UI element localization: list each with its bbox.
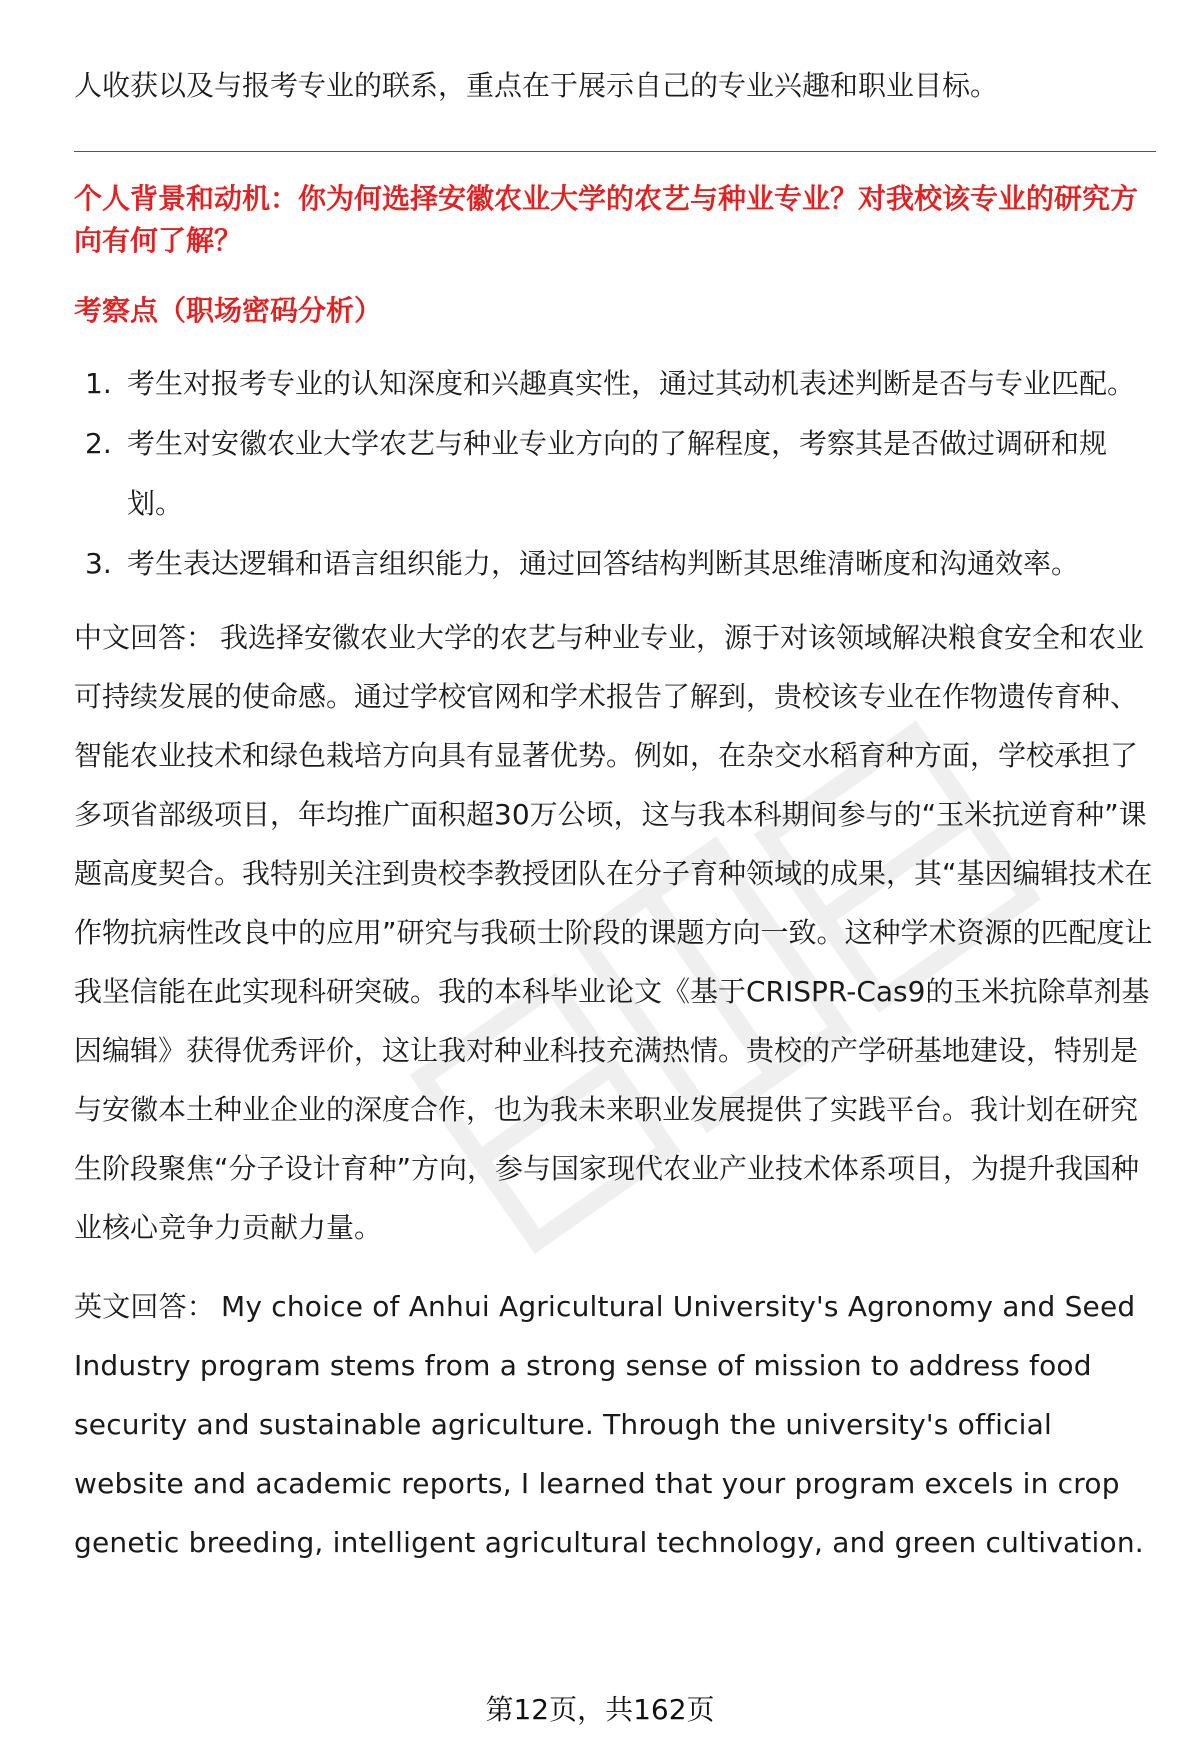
assessment-points-list <box>74 354 1156 594</box>
section-divider <box>74 151 1156 152</box>
english-answer-label: 英文回答： <box>74 1290 216 1323</box>
chinese-answer-text: 我选择安徽农业大学的农艺与种业专业，源于对该领域解决粮食安全和农业可持续发展的使命感。通过学校官网和学术报告了解到，贵校该专业在作物遗传育种、智能农业技术和绿色栽培方向具有显著优势。例如，在杂交水稻育种方面，学校承担了多项省部级项目，年均推广面积超30万公顷，这与我本科期间参与的“玉米抗逆育种”课题高度契合。我特别关注到贵校李教授团队在分子育种领域的成果，其“基因编辑技术在作物抗病性改良中的应用”研究与我硕士阶段的课题方向一致。这种学术资源的匹配度让我坚信能在此实现科研突破。我的本科毕业论文《基于CRISPR-Cas9的玉米抗除草剂基因编辑》获得优秀评价，这让我对种业科技充满热情。贵校的产学研基地建设，特别是与安徽本土种业企业的深度合作，也为我未来职业发展提供了实践平台。我计划在研究生阶段聚焦“分子设计育种”方向，参与国家现代农业产业技术体系项目，为提升我国种业核心竞争力贡献力量。 <box>74 621 1153 1244</box>
list-item <box>85 354 1156 414</box>
list-item-text: 考生表达逻辑和语言组织能力，通过回答结构判断其思维清晰度和沟通效率。 <box>127 547 1080 580</box>
list-item-number: 2. <box>85 427 112 460</box>
list-item-number: 3. <box>85 547 112 580</box>
points-heading: 考察点（职场密码分析） <box>74 294 383 327</box>
chinese-answer-label: 中文回答： <box>74 621 215 654</box>
intro-tail-paragraph: 人收获以及与报考专业的联系，重点在于展示自己的专业兴趣和职业目标。 <box>74 69 999 102</box>
document-page <box>74 56 1156 1572</box>
list-item-text: 考生对安徽农业大学农艺与种业专业方向的了解程度，考察其是否做过调研和规划。 <box>127 427 1108 520</box>
english-answer-paragraph <box>74 1277 1156 1572</box>
page-number-footer: 第12页，共162页 <box>485 1693 715 1726</box>
chinese-answer-paragraph <box>74 608 1156 1257</box>
list-item-number: 1. <box>85 367 112 400</box>
list-item <box>85 414 1156 534</box>
list-item-text: 考生对报考专业的认知深度和兴趣真实性，通过其动机表述判断是否与专业匹配。 <box>127 367 1136 400</box>
list-item <box>85 534 1156 594</box>
question-heading: 个人背景和动机：你为何选择安徽农业大学的农艺与种业专业？对我校该专业的研究方向有何了解？ <box>74 182 1139 257</box>
english-answer-text: My choice of Anhui Agricultural University's Agronomy and Seed Industry program stems from a strong sense of mission to address food security and sustainable agriculture. Through the university's official website and academic reports, I learned that your program excels in crop genetic breeding, intelligent agricultural technology, and green cultivation. <box>74 1290 1144 1559</box>
